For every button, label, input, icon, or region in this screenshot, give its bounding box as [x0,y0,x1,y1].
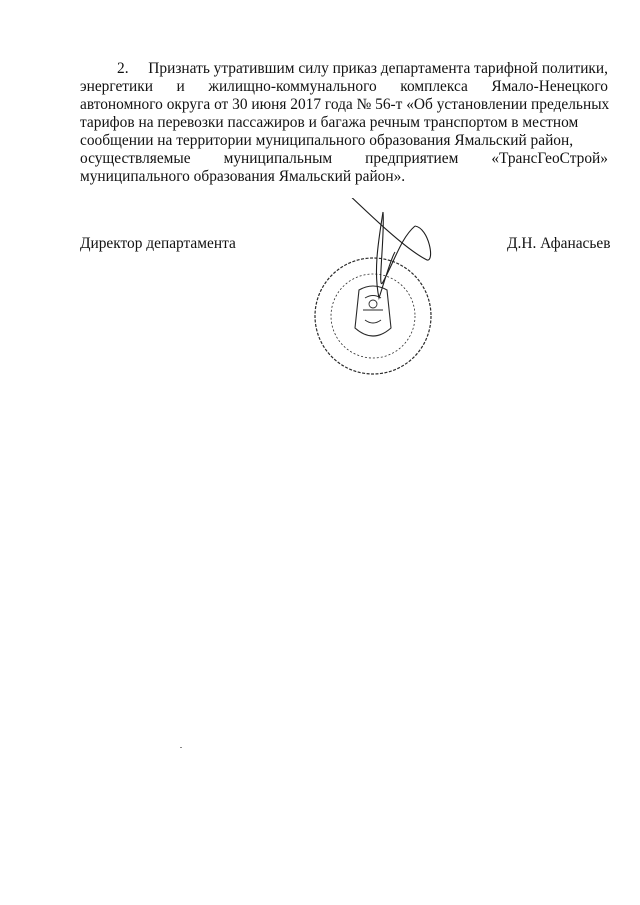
paragraph-line [80,60,608,78]
paragraph-number: 2. [117,60,129,77]
paragraph-line [80,132,608,150]
scan-speck [180,747,182,748]
word: муниципальным [223,150,333,167]
line-text: Признать утратившим силу приказ департамента тарифной политики, [148,60,608,77]
handwritten-signature [323,198,431,298]
word: энергетики [80,78,153,95]
word: «ТрансГеоСтрой» [491,150,608,167]
paragraph-line [80,150,608,168]
line-text: сообщении на территории муниципального образования Ямальский район, [80,132,574,149]
line-text: автономного округа от 30 июня 2017 года № 56-т «Об установлении предельных [80,96,610,113]
line-text: тарифов на перевозки пассажиров и багажа речным транспортом в местном [80,114,579,131]
paragraph-line [80,114,608,132]
word: предприятием [365,150,459,167]
word: Ямало-Ненецкого [491,78,608,95]
word: комплекса [400,78,468,95]
signatory-position: Директор департамента [80,235,236,252]
word: осуществляемые [80,150,191,167]
paragraph-line [80,96,608,114]
word: жилищно-коммунального [208,78,377,95]
word: и [176,78,185,95]
paragraph-2 [80,60,608,186]
signatory-name: Д.Н. Афанасьев [507,235,611,252]
paragraph-line [80,168,608,186]
official-stamp [303,198,443,378]
paragraph-line [80,78,608,96]
line-text: муниципального образования Ямальский район». [80,168,406,185]
